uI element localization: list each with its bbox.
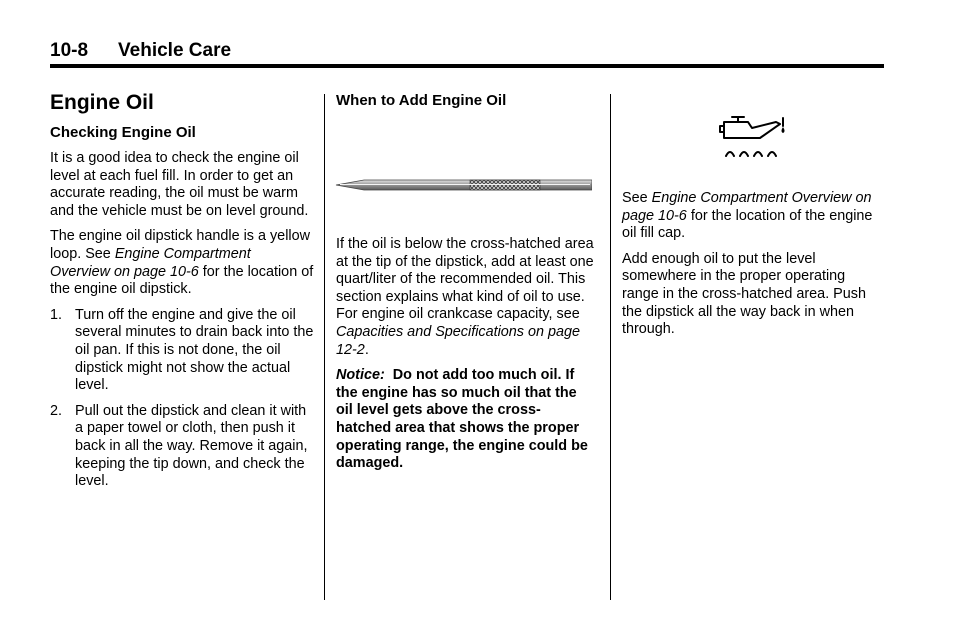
cross-reference-link[interactable]: Engine Compartment Overview on page 10-6	[622, 190, 872, 224]
section-title: Engine Oil	[50, 91, 154, 114]
column-2	[336, 92, 594, 481]
step-text: Pull out the dipstick and clean it with a paper towel or cloth, then push it back in all the way. Remove it again, keeping the tip down, and check the level.	[75, 402, 308, 490]
intro-paragraph: It is a good idea to check the engine oil level at each fuel fill. In order to get an accurate reading, the oil must be warm and the vehicle must be on level ground.	[50, 150, 309, 219]
page-header	[50, 38, 884, 66]
list-item	[50, 403, 314, 491]
column-1	[50, 92, 314, 499]
add-oil-instructions: Add enough oil to put the level somewhere in the proper operating range in the cross-hatched area. Push the dipstick all the way back in when through.	[622, 250, 866, 338]
step-number: 1.	[50, 306, 63, 323]
oil-can-icon	[718, 112, 792, 160]
steps-list	[50, 307, 314, 491]
section-name: Vehicle Care	[118, 40, 232, 61]
page-number: 10-8	[50, 40, 89, 61]
column-divider-2	[610, 94, 611, 600]
column-3	[622, 92, 884, 347]
notice-text: Do not add too much oil. If the engine has so much oil that the oil level gets above the cross-hatched area that shows the proper operating range, the engine could be damaged.	[336, 367, 588, 472]
dipstick-location-paragraph	[50, 228, 314, 298]
text-segment: .	[364, 341, 369, 358]
oil-icon-container	[622, 92, 884, 190]
fill-cap-paragraph	[622, 190, 884, 243]
add-oil-paragraph	[336, 236, 594, 359]
text-segment: for the location of the engine oil dipstick.	[50, 263, 314, 298]
text-segment: See	[622, 190, 652, 206]
header-rule	[50, 64, 884, 68]
subsection-title: Checking Engine Oil	[50, 124, 196, 141]
text-segment: If the oil is below the cross-hatched area at the tip of the dipstick, add at least one quart/liter of the recommended oil. This section explains what kind of oil to use. For engine oil crankcase capacity, see	[336, 236, 594, 323]
text-segment: The engine oil dipstick handle is a yellow loop. See	[50, 228, 310, 262]
cross-reference-link[interactable]: Engine Compartment Overview on page 10-6	[50, 245, 251, 280]
list-item	[50, 307, 314, 395]
step-number: 2.	[50, 402, 63, 419]
subsection-title: When to Add Engine Oil	[336, 92, 507, 109]
notice-label: Notice:	[336, 367, 385, 384]
cross-reference-link[interactable]: Capacities and Specifications on page 12-2	[336, 323, 581, 358]
step-text: Turn off the engine and give the oil several minutes to drain back into the oil pan. If this is not done, the oil dipstick might not show the actual level.	[75, 306, 314, 394]
header-title	[50, 40, 231, 62]
notice-paragraph	[336, 367, 594, 473]
column-divider-1	[324, 94, 325, 600]
text-segment: for the location of the engine oil fill cap.	[622, 207, 873, 242]
dipstick-illustration	[334, 174, 592, 196]
